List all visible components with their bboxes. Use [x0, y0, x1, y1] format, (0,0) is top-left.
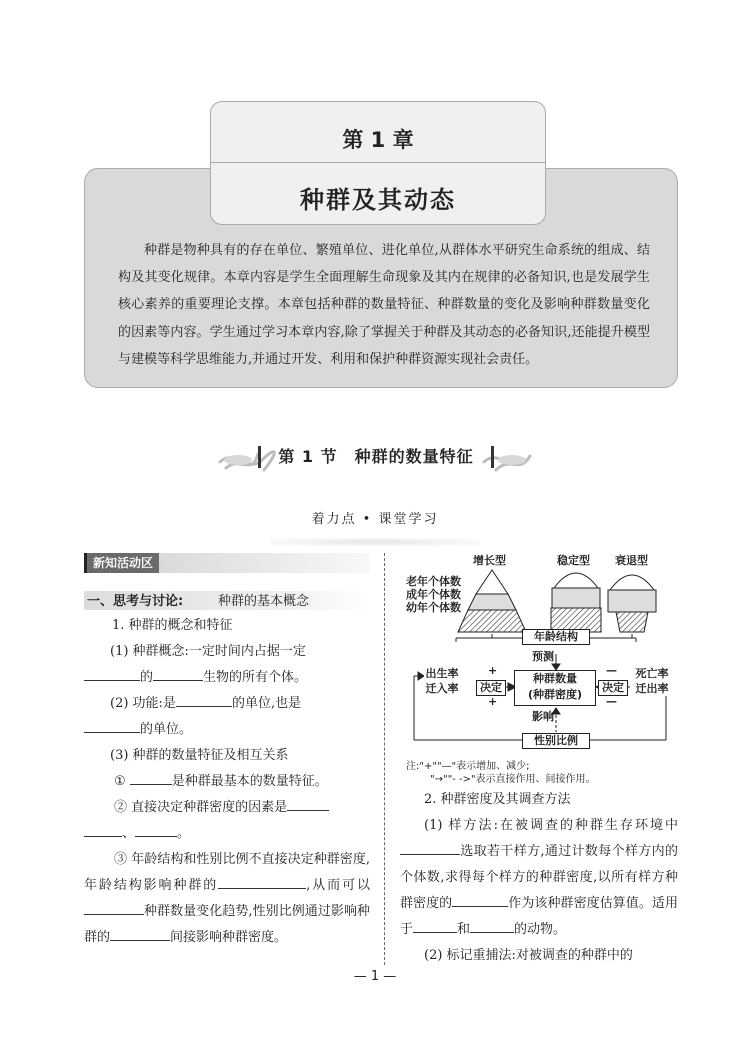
new-knowledge-label: 新知活动区	[84, 553, 159, 573]
page-number: — 1 —	[353, 969, 397, 984]
para-heading-1: 1. 种群的概念和特征	[112, 618, 233, 633]
plus-bottom: +	[488, 695, 498, 708]
birth-label: 出生率	[425, 667, 459, 680]
text: ② 直接决定种群密度的因素是	[114, 800, 288, 815]
para-function-cont	[84, 717, 370, 743]
para-density-heading: 2. 种群密度及其调查方法	[424, 792, 571, 807]
type-growth: 增长型	[473, 554, 506, 567]
para-concept-cont	[84, 665, 370, 691]
blank	[153, 667, 203, 681]
decide-left-box: 决定	[476, 680, 506, 696]
para-quadrat	[400, 813, 678, 943]
text: ,	[306, 878, 311, 893]
text: 、	[122, 826, 136, 841]
text: ①	[114, 774, 126, 789]
blank	[130, 771, 172, 785]
right-column	[400, 787, 678, 969]
text: 是种群最基本的数量特征。	[171, 774, 328, 789]
text: 。	[177, 826, 191, 841]
para-item-1	[84, 769, 370, 795]
blank	[176, 693, 232, 707]
section-subtitle: 着力点 • 课堂学习	[311, 512, 439, 527]
chapter-title-divider	[210, 162, 546, 163]
type-stable: 稳定型	[557, 554, 590, 567]
blank	[400, 841, 460, 855]
minus-top: —	[606, 664, 617, 677]
blank	[84, 719, 140, 733]
pyramid-decline-icon	[608, 575, 656, 632]
type-decline: 衰退型	[615, 554, 648, 567]
pyramid-growth-icon	[458, 570, 526, 632]
text: 的	[140, 670, 154, 685]
text: 种群数量变化趋势,性别比例通过影响种群的	[84, 904, 370, 945]
para-mark-recapture: (2) 标记重捕法:对被调查的种群中的	[424, 948, 633, 963]
age-adult: 成年个体数	[406, 588, 461, 601]
emigration-label: 迁出率	[635, 682, 669, 695]
population-label: 种群数量	[533, 672, 577, 685]
death-label: 死亡率	[635, 667, 669, 680]
blank	[135, 823, 177, 837]
subtitle-shadow	[270, 538, 480, 546]
text: 的动物。	[514, 922, 567, 937]
plus-top: +	[488, 664, 498, 677]
text: 作为该种群密度估算值。适用于	[400, 896, 678, 937]
text: (2) 功能:是	[110, 696, 176, 711]
birth-immigration	[424, 666, 460, 696]
blank	[218, 875, 306, 889]
text: 间接影响种群密度。	[170, 930, 288, 945]
blank	[84, 667, 140, 681]
text: 和	[457, 922, 471, 937]
text: 选取若干样方,通过计数每个样方内的个体数,求得每个样方的种群密度,以所有样方种群密度的	[400, 844, 678, 911]
immigration-label: 迁入率	[425, 682, 459, 695]
diagram-note-2: "→""- ->"表示直接作用、间接作用。	[430, 774, 596, 785]
blank	[287, 797, 329, 811]
para-function	[84, 691, 370, 717]
text: 生物的所有个体。	[203, 670, 308, 685]
para-item-2	[84, 795, 370, 821]
blank	[413, 919, 457, 933]
text: (1) 种群概念:一定时间内占据一定	[110, 644, 306, 659]
text: 的单位。	[140, 722, 193, 737]
chapter-number: 第 1 章	[342, 128, 414, 152]
para-item-2-cont	[84, 821, 370, 847]
text: ③ 年龄结构和性别比例不直接决定种群密度,年龄结构影响种群的	[84, 852, 370, 893]
death-emigration	[632, 666, 672, 696]
minus-bottom: —	[606, 695, 617, 708]
age-young: 幼年个体数	[406, 601, 461, 614]
para-features: (3) 种群的数量特征及相互关系	[110, 748, 289, 763]
section-title: 第 1 节 种群的数量特征	[278, 447, 474, 466]
blank	[110, 927, 170, 941]
diagram-note-1: 注:"+""—"表示增加、减少;	[406, 761, 530, 772]
density-label: (种群密度)	[527, 688, 583, 701]
left-column	[84, 613, 370, 951]
column-divider	[384, 553, 385, 965]
text: 从而可以	[310, 878, 370, 893]
discussion-label: 一、思考与讨论:	[87, 594, 184, 609]
para-item-3	[84, 847, 370, 951]
blank	[470, 919, 514, 933]
discussion-topic: 种群的基本概念	[218, 594, 310, 609]
blank	[84, 901, 144, 915]
chapter-intro-text: 种群是物种具有的存在单位、繁殖单位、进化单位,从群体水平研究生命系统的组成、结构及其变化规律。本章内容是学生全面理解生命现象及其内在规律的必备知识,也是发展学生核心素养的重要理论支撑。本章包括种群的数量特征、种群数量的变化及影响种群数量变化的因素等内容。学生通过学习本章内容,除了掌握关于种群及其动态的必备知识,还能提升模型与建模等科学思维能力,并通过开发、利用和保护种群资源实现社会责任。	[118, 243, 650, 367]
age-old: 老年个体数	[406, 575, 461, 588]
sex-ratio-box: 性别比例	[522, 733, 590, 749]
pyramid-stable-icon	[551, 573, 601, 632]
text: 的单位,也是	[231, 696, 302, 711]
decide-right-box: 决定	[598, 680, 628, 696]
blank	[452, 893, 508, 907]
age-structure-box: 年龄结构	[522, 629, 590, 645]
chapter-title: 种群及其动态	[300, 185, 456, 214]
population-box	[514, 670, 596, 706]
predict-label: 预测	[532, 650, 554, 663]
para-concept	[84, 639, 370, 665]
influence-label: 影响	[532, 710, 554, 723]
blank	[84, 823, 122, 837]
text: (1) 样方法:在被调查的种群生存环境中	[424, 818, 678, 833]
